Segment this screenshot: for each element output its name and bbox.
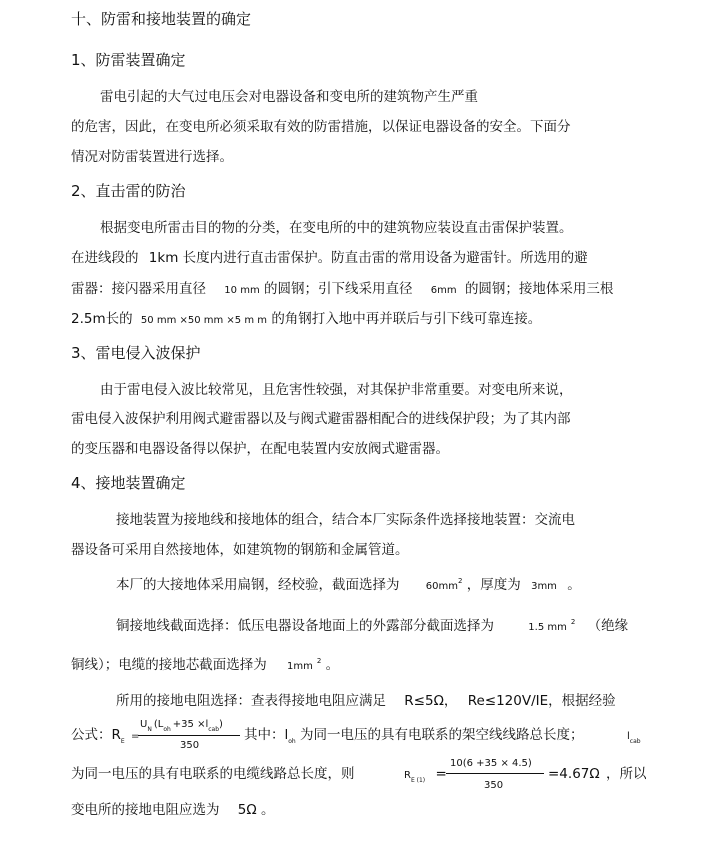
formula-1-loh-sub: oh xyxy=(163,726,171,733)
s2-line-2-a: 在进线段的 xyxy=(71,250,139,266)
formula-1-r-sub: E xyxy=(120,738,125,745)
s4-p3-a: 铜接地线截面选择：低压电器设备地面上的外露部分截面选择为 xyxy=(116,618,494,634)
s4-p2-line xyxy=(116,576,581,596)
formula-1-lcab xyxy=(627,726,641,747)
formula-1-after-b: 为同一电压的具有电联系的架空线线路总长度； xyxy=(300,727,584,743)
formula-1-mid: +35 ×l xyxy=(172,719,209,730)
formula-1-close: ) xyxy=(219,719,223,730)
s1-line-3: 情况对防雷装置进行选择。 xyxy=(71,149,233,165)
s1-heading: 1、防雷装置确定 xyxy=(71,51,186,69)
s2-line-2-b: 1km 长度内进行直击雷保护。防直击雷的常用设备为避雷针。所选用的避 xyxy=(148,250,588,266)
s2-line-4-a: 2.5m长的 xyxy=(71,311,133,327)
s3-line-2: 雷电侵入波保护利用阀式避雷器以及与阀式避雷器相配合的进线保护段；为了其内部 xyxy=(71,411,571,427)
formula-1-after-sub: oh xyxy=(288,738,296,745)
formula-1-loh: (L xyxy=(153,719,164,730)
formula-1-r: 公式：R xyxy=(71,727,121,743)
formula-1-eq: = xyxy=(130,731,140,742)
s4-p2-d: ，厚度为 xyxy=(466,577,521,593)
s4-p2-c: 2 xyxy=(458,577,463,585)
s4-p3-b: 1.5 mm xyxy=(528,622,567,633)
s4-p1-line-2: 器设备可采用自然接地体，如建筑物的钢筋和金属管道。 xyxy=(71,542,409,558)
s2-line-3-d: 6mm xyxy=(430,285,457,296)
formula-2-denominator: 350 xyxy=(484,780,504,791)
s4-p6-line xyxy=(71,801,275,819)
formula-1-bar xyxy=(138,735,240,736)
s4-p1-line-1: 接地装置为接地线和接地体的组合，结合本厂实际条件选择接地装置：交流电 xyxy=(116,512,575,528)
formula-1-lcab-lsub: cab xyxy=(629,738,641,745)
s4-p2-b: 60mm xyxy=(425,581,459,592)
formula-2-label xyxy=(404,765,447,786)
formula-1-denominator: 350 xyxy=(180,740,200,751)
s3-line-1: 由于雷电侵入波比较常见，且危害性较强，对其保护非常重要。对变电所来说， xyxy=(100,382,573,398)
s4-p3-g: 2 xyxy=(316,657,322,665)
s2-line-3-e: 的圆钢；接地体采用三根 xyxy=(464,281,614,297)
formula-1-u: U xyxy=(140,719,148,730)
s4-p6-a: 变电所的接地电阻应选为 xyxy=(71,802,220,818)
formula-2-r-sub: E (1) xyxy=(410,777,426,784)
s4-p3-d: （绝缘 xyxy=(587,618,629,634)
s4-heading: 4、接地装置确定 xyxy=(71,474,186,492)
s4-p3-h: 。 xyxy=(325,657,340,673)
formula-2-numerator: 10(6 +35 × 4.5) xyxy=(450,758,532,769)
s4-p3-e: 铜线）；电缆的接地芯截面选择为 xyxy=(71,657,267,673)
s3-line-3: 的变压器和电器设备得以保护，在配电装置内安放阀式避雷器。 xyxy=(71,441,449,457)
s4-p6-b: 5Ω xyxy=(237,802,257,818)
s4-p5-b: ，所以 xyxy=(605,766,647,782)
formula-1-label xyxy=(71,726,139,747)
formula-1-u-sub: N xyxy=(147,726,152,733)
s4-p2-f: 。 xyxy=(567,577,581,593)
formula-2-result xyxy=(548,765,646,783)
formula-1-after xyxy=(244,726,584,747)
formula-2-value: =4.67Ω xyxy=(548,766,600,782)
s4-p4-b: R≤5Ω， xyxy=(404,693,458,709)
s2-line-1: 根据变电所雷击目的物的分类，在变电所的中的建筑物应装设直击雷保护装置。 xyxy=(100,220,573,236)
s2-line-3 xyxy=(71,280,613,300)
formula-1-lcab-l: l xyxy=(627,731,630,742)
formula-2-eq: = xyxy=(435,766,447,782)
s4-p2-e: 3mm xyxy=(531,581,557,592)
s2-line-4-c: 的角钢打入地中再并联后与引下线可靠连接。 xyxy=(271,311,542,327)
s2-line-3-c: 的圆钢；引下线采用直径 xyxy=(263,281,413,297)
s4-p4-a: 所用的接地电阻选择：查表得接地电阻应满足 xyxy=(116,693,386,709)
s4-p5-line: 为同一电压的具有电联系的电缆线路总长度，则 xyxy=(71,766,355,782)
s2-line-3-b: 10 mm xyxy=(224,285,260,296)
s2-line-3-a: 雷器：接闪器采用直径 xyxy=(71,281,206,297)
s4-p4-c: Re≤120V/IE，根据经验 xyxy=(467,693,616,709)
s4-p4-line xyxy=(116,692,616,710)
s4-p3-c: 2 xyxy=(570,618,576,626)
formula-2-bar xyxy=(446,773,544,774)
s3-heading: 3、雷电侵入波保护 xyxy=(71,344,201,362)
s4-p6-c: 。 xyxy=(261,802,275,818)
s2-line-4 xyxy=(71,310,541,330)
s2-heading: 2、直击雷的防治 xyxy=(71,182,186,200)
formula-1-numerator xyxy=(140,719,223,733)
s1-line-1: 雷电引起的大气过电压会对电器设备和变电所的建筑物产生严重 xyxy=(100,89,478,105)
s4-p3-line-2 xyxy=(71,656,339,676)
s4-p3-f: 1mm xyxy=(287,661,313,672)
s2-line-2 xyxy=(71,249,588,267)
s4-p3-line-1 xyxy=(116,617,628,637)
s2-line-4-b: 50 mm ×50 mm ×5 m m xyxy=(140,315,268,326)
formula-1-after-a: 其中：l xyxy=(244,727,289,743)
formula-1-lcab-sub: cab xyxy=(208,726,220,733)
formula-2-r: R xyxy=(404,770,411,781)
section-title: 十、防雷和接地装置的确定 xyxy=(71,10,252,28)
s1-line-2: 的危害，因此，在变电所必须采取有效的防雷措施，以保证电器设备的安全。下面分 xyxy=(71,119,571,135)
s4-p2-a: 本厂的大接地体采用扁钢，经校验，截面选择为 xyxy=(116,577,400,593)
